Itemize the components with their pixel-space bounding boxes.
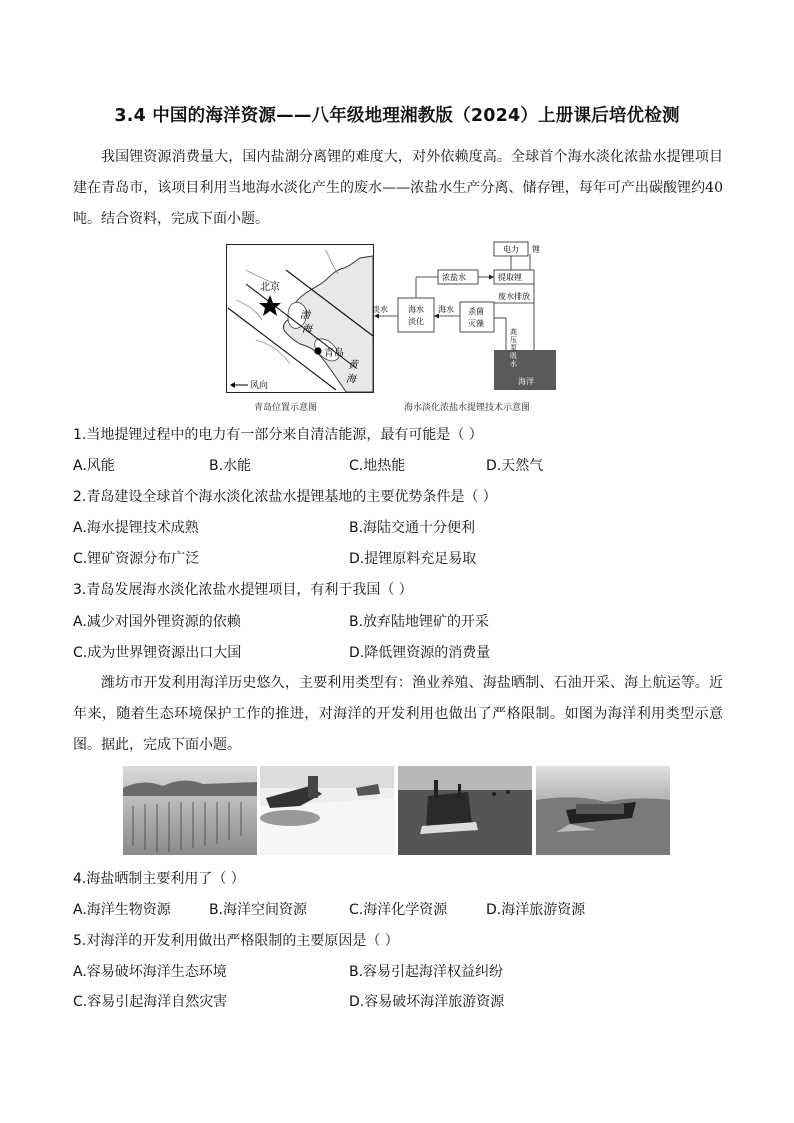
page-title: 3.4 中国的海洋资源——八年级地理湘教版（2024）上册课后培优检测 [114,106,680,126]
beijing-label: 北京 [260,282,280,293]
sterilize-label-2: 灭藻 [468,319,484,328]
freshwater-label: 淡水 [372,305,388,314]
q4-option-b[interactable]: B.海洋空间资源 [209,902,308,918]
process-caption: 海水淡化浓盐水提锂技术示意图 [404,403,531,413]
desal-label-1: 海水 [408,305,424,314]
photo-oil-platform [398,766,532,855]
q5-option-a[interactable]: A.容易破坏海洋生态环境 [73,964,227,980]
pump-label-5: 水 [510,360,517,368]
map-caption: 青岛位置示意图 [254,403,318,413]
ocean-label: 海洋 [518,377,534,386]
huanghai-label-1: 黄 [348,360,358,371]
q2-option-d[interactable]: D.提锂原料充足易取 [349,551,477,567]
intro-paragraph-1: 我国锂资源消费量大，国内盐湖分离锂的难度大，对外依赖度高。全球首个海水淡化浓盐水提锂项目建在青岛市，该项目利用当地海水淡化产生的废水——浓盐水生产分离、储存锂，每年可产出碳酸锂约40吨。结合资料，完成下面小题。 [73,149,723,227]
power-label: 电力 [503,245,519,254]
qingdao-dot-icon [314,347,321,354]
lithium-process-diagram [372,242,556,390]
q3-option-a[interactable]: A.减少对国外锂资源的依赖 [73,614,241,630]
extractor-label: 提取锂 [498,273,522,282]
q4-option-c[interactable]: C.海洋化学资源 [349,902,448,918]
desal-label-2: 淡化 [408,317,424,326]
question-3-stem: 3.青岛发展海水淡化浓盐水提锂项目，有利于我国（ ） [73,582,413,598]
q3-option-b[interactable]: B.放弃陆地锂矿的开采 [349,614,490,630]
q3-option-d[interactable]: D.降低锂资源的消费量 [349,645,491,661]
sterilize-label-1: 杀菌 [468,307,484,316]
photo-shipping [536,766,670,855]
qingdao-label: 青岛 [324,348,344,359]
q4-option-d[interactable]: D.海洋旅游资源 [486,902,586,918]
q3-option-c[interactable]: C.成为世界锂资源出口大国 [73,645,242,661]
bohai-label-2: 海 [302,324,312,335]
q1-option-d[interactable]: D.天然气 [486,458,544,474]
pump-label-2: 压 [510,336,517,344]
lithium-label: 锂 [532,245,540,254]
intro-paragraph-2: 潍坊市开发利用海洋历史悠久，主要利用类型有：渔业养殖、海盐晒制、石油开采、海上航运等。近年来，随着生态环境保护工作的推进，对海洋的开发利用也做出了严格限制。如图为海洋利用类型示意图。据此，完成下面小题。 [73,675,723,753]
figure-row-1 [226,240,562,420]
q5-option-d[interactable]: D.容易破坏海洋旅游资源 [349,994,505,1010]
question-4-stem: 4.海盐晒制主要利用了（ ） [73,871,245,887]
q1-option-a[interactable]: A.风能 [73,458,115,474]
q2-option-c[interactable]: C.锂矿资源分布广泛 [73,551,200,567]
wind-legend-label: 风向 [250,381,269,391]
qingdao-location-map [227,245,374,393]
figure-svg [226,240,562,416]
pump-label-1: 高 [510,328,517,336]
discharge-label: 废水排放 [498,292,530,301]
pump-label-3: 泵 [510,344,517,352]
q1-option-c[interactable]: C.地热能 [349,458,406,474]
question-1-stem: 1.当地提锂过程中的电力有一部分来自清洁能源，最有可能是（ ） [73,427,483,443]
q1-option-b[interactable]: B.水能 [209,458,252,474]
photo-aquaculture [123,766,257,855]
question-5-stem: 5.对海洋的开发利用做出严格限制的主要原因是（ ） [73,933,399,949]
q4-option-a[interactable]: A.海洋生物资源 [73,902,171,918]
bohai-label-1: 渤 [300,310,310,321]
q5-option-b[interactable]: B.容易引起海洋权益纠纷 [349,964,504,980]
q5-option-c[interactable]: C.容易引起海洋自然灾害 [73,994,228,1010]
seawater-label: 海水 [438,305,454,314]
q2-option-a[interactable]: A.海水提锂技术成熟 [73,520,199,536]
huanghai-label-2: 海 [346,374,356,385]
pump-label-4: 吸 [510,352,517,360]
photo-salt-pan [260,766,394,855]
question-2-stem: 2.青岛建设全球首个海水淡化浓盐水提锂基地的主要优势条件是（ ） [73,489,497,505]
q2-option-b[interactable]: B.海陆交通十分便利 [349,520,476,536]
brine-label: 浓盐水 [442,273,466,282]
